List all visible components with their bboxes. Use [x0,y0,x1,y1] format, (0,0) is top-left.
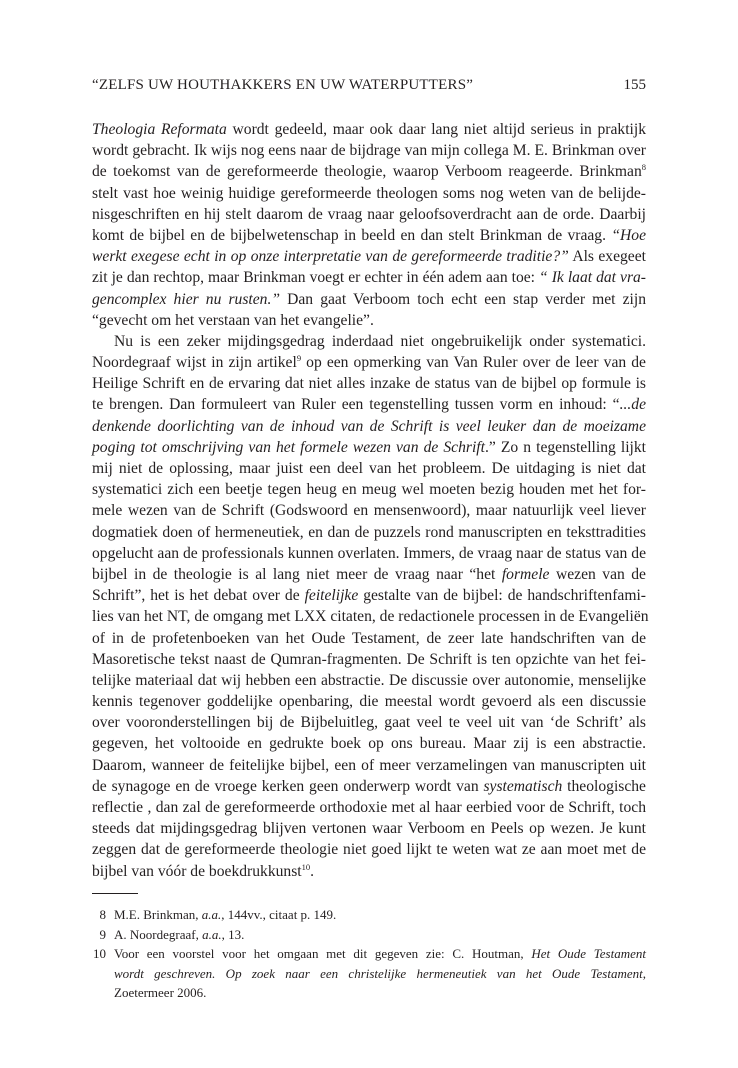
text-line: lies van het NT, de omgang met LXX citaten, de redactionele processen in de Evangeliën [92,608,649,626]
footnote-number: 9 [99,926,106,942]
text-line: gencomplex hier nu rusten.” Dan gaat Verboom toch echt een stap verder met zijn [92,290,646,308]
paragraph-start: Nu is een zeker mijdingsgedrag inderdaad niet ongebruikelijk onder systematici. [114,332,646,350]
text-line: of in de profetenboeken van het Oude Testament, de zeer late handschriften van de [92,629,646,647]
footnote-ref-9: 9 [296,353,302,364]
text-line: bijbel in de theologie is al lang niet meer de vraag naar “het formele wezen van de [92,565,646,583]
text-line: Theologia Reformata wordt gedeeld, maar ook daar lang niet altijd serieus in praktijk [92,121,646,138]
text-line: Noordegraaf wijst in zijn artikel$^9$ op een opmerking van Van Ruler over de leer van de [92,353,646,372]
footnote-ref-10: 10 [301,861,311,872]
book-title: Het Oude Testament [531,946,646,961]
text-line: over vooronderstellingen bij de Bijbeluitleg, gaat veel te veel uit van ‘de Schrift’ als [92,714,646,732]
running-header [92,77,646,99]
footnote-number: 8 [99,907,106,922]
text-line: Schrift”, het is het debat over de feitelijke gestalte van de bijbel: de handschriftenfami- [92,587,646,605]
quotation: gencomplex hier nu rusten.” [92,290,281,308]
text-line: werkt exegese echt in op onze interpretatie van de gereformeerde traditie?” Als exegeet [92,248,646,266]
text-line: de toekomst van de gereformeerde theologie, waarop Verboom reageerde. Brinkman$^8$ [92,162,646,181]
text-line: de synagoge en de vroege kerken geen onderwerp wordt van systematisch theologische [92,777,646,795]
text-line: gegeven, het voltooide en gedrukte boek op ons bureau. Maar zij is een abstractie. [92,735,646,753]
footnote-8: 8 M.E. Brinkman, a.a., 144vv., citaat p. 149. [92,905,646,925]
text-line [92,416,646,437]
text-line: Heilige Schrift en de ervaring dat niet alles inzake de status van de bijbel op formule is [92,375,646,393]
footnotes [92,905,646,1003]
text-line: opgelucht aan de professionals kunnen overlaten. Immers, de vraag naar de status van de [92,544,646,562]
text-line: zeggen dat de gereformeerde theologie niet goed lijkt te weten wat ze aan moet met de [92,841,646,859]
text-line: kennis tegenover goddelijke openbaring, die meestal wordt gevoerd als een discussie [92,693,646,711]
text-line: dogmatiek doen of hermeneutiek, en dan de puzzels rond manuscripten en teksttradities [92,523,646,541]
text-line: wordt gebracht. Ik wijs nog eens naar de bijdrage van mijn collega M. E. Brinkman over [92,142,646,160]
footnote-9: 9 A. Noordegraaf, a.a., 13. [92,925,646,945]
footnote-10: 10 Voor een voorstel voor het omgaan met dit gegeven zie: C. Houtman, Het Oude Testament wordt geschreven. Op zoek naar een christelijke hermeneutiek van het Oude Testament, Zoetermeer 2006. [93,946,646,1000]
footnote-number: 10 [93,946,106,961]
text-line: Masoretische tekst naast de Qumran-fragmenten. De Schrift is ten opzichte van het fei- [92,650,646,668]
book-title: wordt geschreven. Op zoek naar een christelijke hermeneutiek van het Oude Testament [114,965,643,981]
text-line: bijbel van vóór de boekdrukkunst$^{10}$. [92,861,315,880]
page-number: 155 [623,77,646,93]
text-line: stelt vast hoe weinig huidige gereformeerde theologen soms nog weten van de belijde- [92,184,646,202]
text-line: poging tot omschrijving van het formele wezen van de Schrift.” Zo n tegenstelling lijkt [92,438,646,456]
text-line: “gevecht om het verstaan van het evangelie”. [92,311,374,329]
text-line: mele wezen van de Schrift (Godswoord en mensenwoord), maar natuurlijk veel liever [92,502,646,520]
text-line: systematici zich een beetje tegen heug en meug wel moeten bezig houden met het for- [92,481,646,499]
text-line: steeds dat mijdingsgedrag blijven vertonen waar Verboom en Peels op wezen. Je kunt [92,820,646,838]
text-line: te brengen. Dan formuleert van Ruler een tegenstelling tussen vorm en inhoud: “...de [92,396,646,414]
footnote-separator [92,893,138,894]
text-line: telijke materiaal dat wij hebben een abstractie. De discussie over autonomie, menselijke [92,671,646,689]
text-line: reflectie , dan zal de gereformeerde orthodoxie met al haar eerbied voor de Schrift, toch [92,799,646,816]
text-line: zit je dan rechtop, maar Brinkman voegt er echter in één adem aan toe: “ Ik laat dat vra- [92,269,647,287]
quotation: denkende doorlichting van de inhoud van de Schrift is veel leuker dan de moeizame [92,417,646,435]
text-line: nisgeschriften en hij stelt daarom de vraag naar geloofsoverdracht aan de orde. Daarbij [92,205,646,223]
text-line: mij niet de oplossing, maar juist een deel van het probleem. De uitdaging is niet dat [92,460,646,477]
text-line: Daarom, wanneer de feitelijke bijbel, een of meer verzamelingen van manuscripten uit [92,756,646,774]
text-line: komt de bijbel en de bijbelwetenschap in beeld en dan stelt Brinkman de vraag. “Hoe [92,226,646,244]
main-text [92,119,649,882]
quotation: poging tot omschrijving van het formele wezen van de Schrift [92,438,485,456]
quotation: werkt exegese echt in op onze interpretatie van de gereformeerde traditie?” [92,248,569,266]
running-title: “ZELFS UW HOUTHAKKERS EN UW WATERPUTTERS” [92,77,474,93]
footnote-ref-8: 8 [641,162,646,173]
journal-title: Theologia Reformata [92,121,227,138]
